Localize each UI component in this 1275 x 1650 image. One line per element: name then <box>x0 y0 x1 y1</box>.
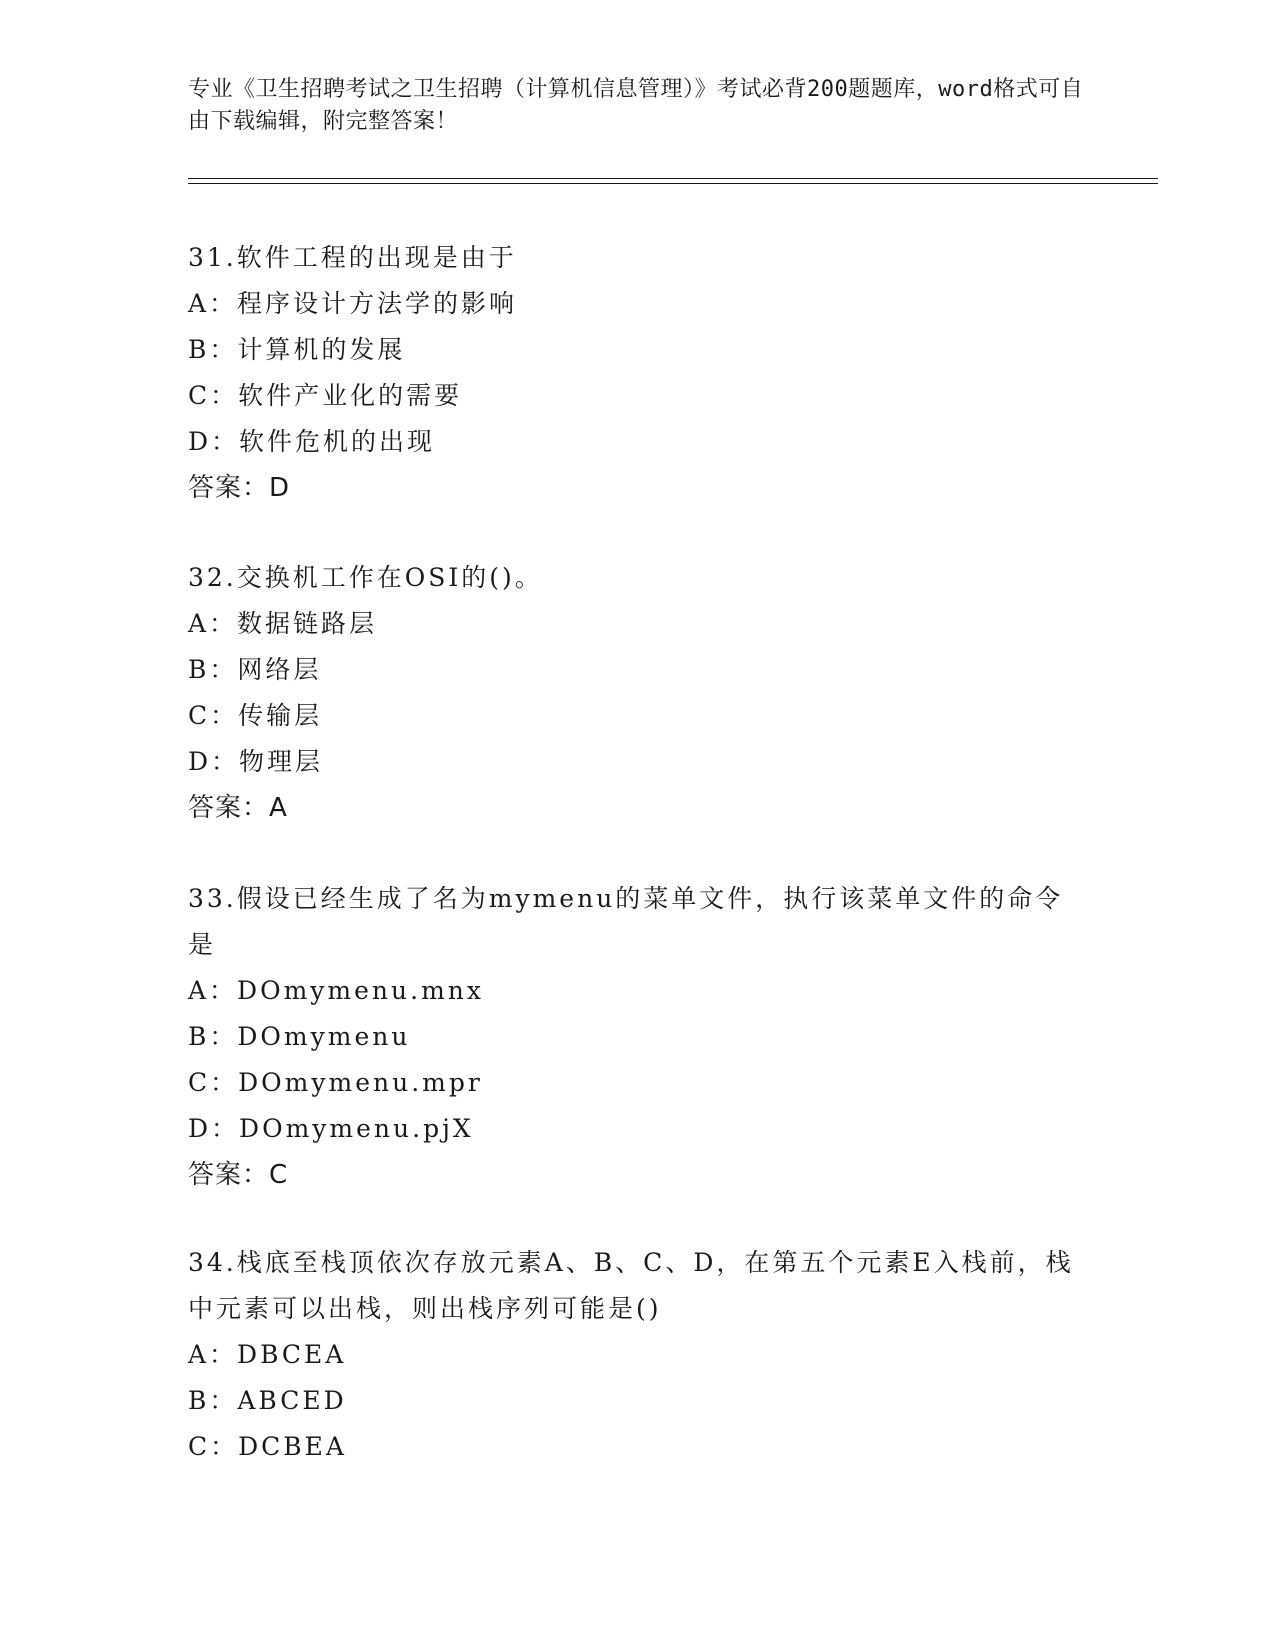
question-stem: 31.软件工程的出现是由于 <box>188 243 517 272</box>
option-b: B：ABCED <box>188 1386 347 1415</box>
question-32 <box>188 555 1088 831</box>
option-b: B：计算机的发展 <box>188 335 406 364</box>
option-a: A：程序设计方法学的影响 <box>188 289 518 318</box>
answer-label: 答案：A <box>188 793 288 823</box>
option-a: A：DBCEA <box>188 1340 347 1369</box>
question-31 <box>188 235 1088 511</box>
option-b: B：DOmymenu <box>188 1022 411 1051</box>
option-a: A：数据链路层 <box>188 609 378 638</box>
answer-label: 答案：D <box>188 473 291 503</box>
question-stem: 34.栈底至栈顶依次存放元素A、B、C、D，在第五个元素E入栈前，栈中元素可以出栈，则出栈序列可能是() <box>188 1248 1074 1323</box>
option-c: C：DOmymenu.mpr <box>188 1068 483 1097</box>
option-b: B：网络层 <box>188 655 322 684</box>
question-stem: 32.交换机工作在OSI的()。 <box>188 563 543 592</box>
question-stem: 33.假设已经生成了名为mymenu的菜单文件，执行该菜单文件的命令是 <box>188 884 1064 959</box>
option-d: D：物理层 <box>188 747 324 776</box>
header-divider-top <box>188 178 1158 179</box>
answer-label: 答案：C <box>188 1160 289 1190</box>
question-34 <box>188 1240 1088 1470</box>
question-33 <box>188 876 1088 1198</box>
document-header: 专业《卫生招聘考试之卫生招聘（计算机信息管理）》考试必背200题题库，word格式可自由下载编辑，附完整答案！ <box>188 77 1084 134</box>
option-c: C：传输层 <box>188 701 323 730</box>
header-divider-bottom <box>188 183 1158 184</box>
option-c: C：软件产业化的需要 <box>188 381 463 410</box>
option-c: C：DCBEA <box>188 1432 347 1461</box>
option-a: A：DOmymenu.mnx <box>188 976 484 1005</box>
option-d: D：软件危机的出现 <box>188 427 436 456</box>
option-d: D：DOmymenu.pjX <box>188 1114 474 1143</box>
